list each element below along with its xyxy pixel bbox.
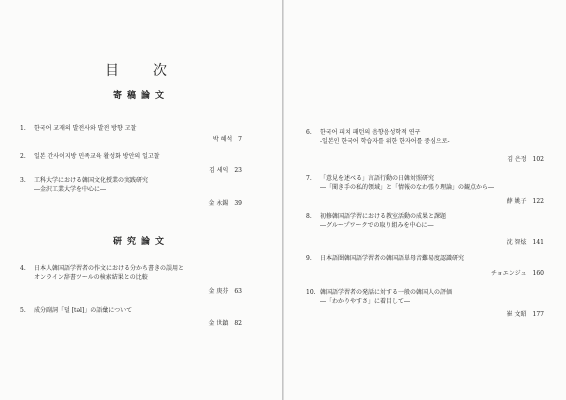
entry-title: 한국어 교재의 발전사와 발전 방향 고찰 bbox=[34, 125, 137, 132]
entry-author-line bbox=[208, 198, 242, 207]
entry-number: 1. bbox=[20, 125, 26, 132]
entry-author: 薛 姚子 bbox=[506, 198, 527, 205]
entry-subtitle: ―「聞き手の私的領域」と「情報のなわ張り理論」の観点から― bbox=[320, 184, 495, 191]
entry-author-line bbox=[491, 268, 544, 277]
entry-title: 初修韓国語学習における教室活動の成果と課題 bbox=[320, 213, 447, 220]
entry-number: 9. bbox=[306, 255, 312, 262]
entry-author: チョエンジュ bbox=[490, 270, 527, 277]
entry-page: 122 bbox=[532, 198, 544, 205]
left-page bbox=[0, 0, 282, 400]
entry-subtitle: ―金沢工業大学を中心に― bbox=[34, 186, 107, 193]
entry-title: 일본 간사이지방 민족교육 활성화 방안의 일고찰 bbox=[34, 153, 160, 160]
entry-subtitle: ―グループワークでの取り組みを中心に― bbox=[320, 222, 434, 229]
entry-page: 7 bbox=[238, 136, 242, 143]
entry-title: 「意見を述べる」言語行動の日韓対照研究 bbox=[320, 175, 435, 182]
entry-subtitle: ―「わかりやすさ」に着目して― bbox=[320, 298, 411, 305]
entry-author: 박 혜석 bbox=[212, 136, 233, 143]
section-heading-research: 研究論文 bbox=[112, 237, 169, 247]
entry-number: 6. bbox=[306, 129, 312, 136]
entry-title: 工科大学における韓国文化授業の実践研究 bbox=[34, 177, 149, 184]
entry-author-line bbox=[507, 154, 544, 163]
entry-title: 成分副詞「덜 [təl]」の語彙について bbox=[34, 307, 133, 314]
entry-author-line bbox=[213, 134, 242, 143]
entry-author: 金 世鎮 bbox=[208, 320, 229, 327]
entry-page: 63 bbox=[234, 288, 242, 295]
toc-title: 目 次 bbox=[105, 63, 177, 79]
entry-page: 23 bbox=[234, 167, 242, 174]
entry-title: 한국어 피치 패턴의 음향음성학적 연구 bbox=[320, 129, 421, 136]
entry-author: 김 세익 bbox=[209, 167, 229, 174]
entry-number: 3. bbox=[20, 177, 26, 184]
entry-number: 10. bbox=[306, 289, 316, 296]
entry-author-line bbox=[208, 318, 242, 327]
entry-page: 39 bbox=[234, 200, 242, 207]
entry-author: 沈 智炫 bbox=[506, 239, 527, 246]
entry-author-line bbox=[208, 286, 242, 295]
entry-author-line bbox=[507, 196, 544, 205]
entry-page: 177 bbox=[532, 311, 544, 318]
entry-number: 8. bbox=[306, 213, 312, 220]
entry-title: 日本人韓国語学習者の作文における分かち書きの誤用と bbox=[34, 265, 185, 272]
entry-page: 82 bbox=[234, 320, 242, 327]
section-heading-contributions: 寄稿論文 bbox=[112, 91, 169, 101]
entry-subtitle: -일본인 한국어 학습자를 위한 한자어를 중심으로- bbox=[320, 138, 450, 145]
entry-author-line bbox=[507, 309, 544, 318]
entry-author-line bbox=[507, 237, 544, 246]
entry-page: 141 bbox=[532, 239, 544, 246]
entry-author: 金 永錫 bbox=[208, 200, 229, 207]
right-page bbox=[284, 0, 566, 400]
entry-number: 7. bbox=[306, 175, 312, 182]
entry-page: 102 bbox=[532, 156, 544, 163]
entry-subtitle: オンライン辞書ツールの検索結果との比較 bbox=[34, 274, 148, 281]
entry-number: 2. bbox=[20, 153, 26, 160]
entry-author-line bbox=[209, 165, 242, 174]
entry-author: 崔 文昭 bbox=[506, 311, 527, 318]
entry-author: 김 은정 bbox=[507, 156, 527, 163]
entry-title: 日本語圏韓国語学習者の韓国語単母音難易度認識研究 bbox=[320, 255, 465, 262]
entry-page: 160 bbox=[532, 270, 544, 277]
entry-number: 4. bbox=[20, 265, 26, 272]
entry-number: 5. bbox=[20, 307, 26, 314]
entry-title: 韓国語学習者の発話に対する一般の韓国人の評価 bbox=[320, 289, 453, 296]
entry-author: 金 庚芬 bbox=[208, 288, 229, 295]
